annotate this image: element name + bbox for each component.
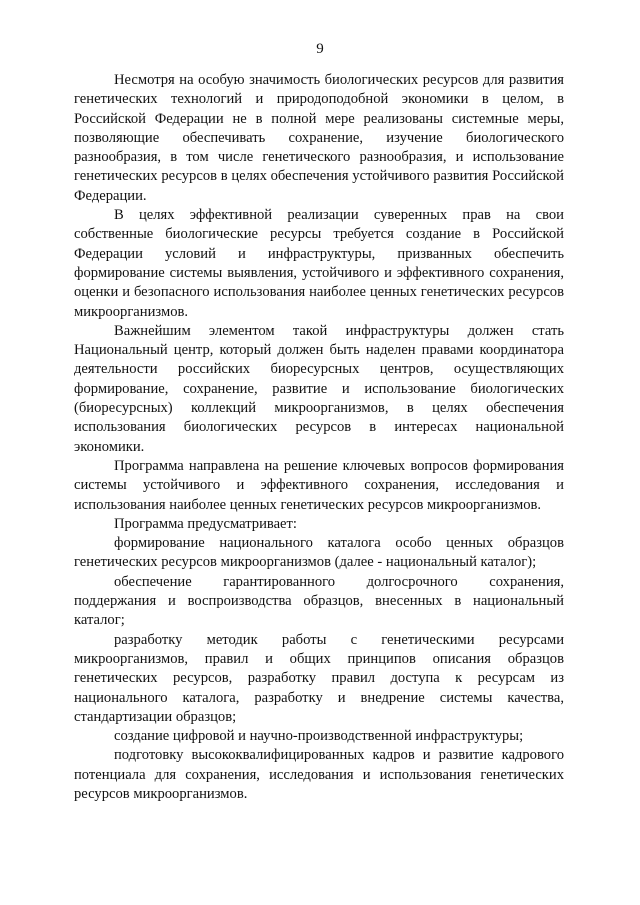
list-item-personnel-training: подготовку высококвалифицированных кадров и развитие кадрового потенциала для сохранения, исследования и использования генетических ресурсов микроорганизмов. (74, 747, 564, 802)
page-number: 9 (316, 41, 324, 57)
paragraph-biological-resources-significance: Несмотря на особую значимость биологических ресурсов для развития генетических технологий и природоподобной экономики в целом, в Российской Федерации не в полной мере реализованы системные меры, позволяющие обеспечивать сохранение, изучение биологического разнообразия, в том числе генетического разнообразия, и использование генетических ресурсов в целях обеспечения устойчивого развития Российской Федерации. (74, 72, 564, 204)
list-item-methods-development: разработку методик работы с генетическими ресурсами микроорганизмов, правил и общих принципов описания образцов генетических ресурсов, разработку правил доступа к ресурсам из национального каталога, разработку и внедрение системы качества, стандартизации образцов; (74, 631, 564, 725)
document-body (74, 71, 564, 804)
paragraph-program-provides: Программа предусматривает: (114, 515, 297, 532)
paragraph-national-center: Важнейшим элементом такой инфраструктуры должен стать Национальный центр, который должен быть наделен правами координатора деятельности российских биоресурсных центров, осуществляющих формирование, сохранение, развитие и использование биологических (биоресурсных) коллекций микроорганизмов, в целях обеспечения использования биологических ресурсов в интересах национальной экономики. (74, 322, 564, 455)
list-item-digital-infrastructure: создание цифровой и научно-производственной инфраструктуры; (114, 728, 524, 745)
paragraph-program-goal: Программа направлена на решение ключевых вопросов формирования системы устойчивого и эффективного сохранения, исследования и использования наиболее ценных генетических ресурсов микроорганизмов. (74, 457, 564, 513)
paragraph-sovereign-rights: В целях эффективной реализации суверенных прав на свои собственные биологические ресурсы требуется создание в Российской Федерации условий и инфраструктуры, призванных обеспечить формирование системы выявления, устойчивого и эффективного сохранения, оценки и безопасного использования наиболее ценных генетических ресурсов микроорганизмов. (74, 207, 564, 320)
list-item-national-catalog: формирование национального каталога особо ценных образцов генетических ресурсов микроорганизмов (далее - национальный каталог); (74, 535, 564, 571)
list-item-long-term-preservation: обеспечение гарантированного долгосрочного сохранения, поддержания и воспроизводства образцов, внесенных в национальный каталог; (74, 573, 564, 629)
